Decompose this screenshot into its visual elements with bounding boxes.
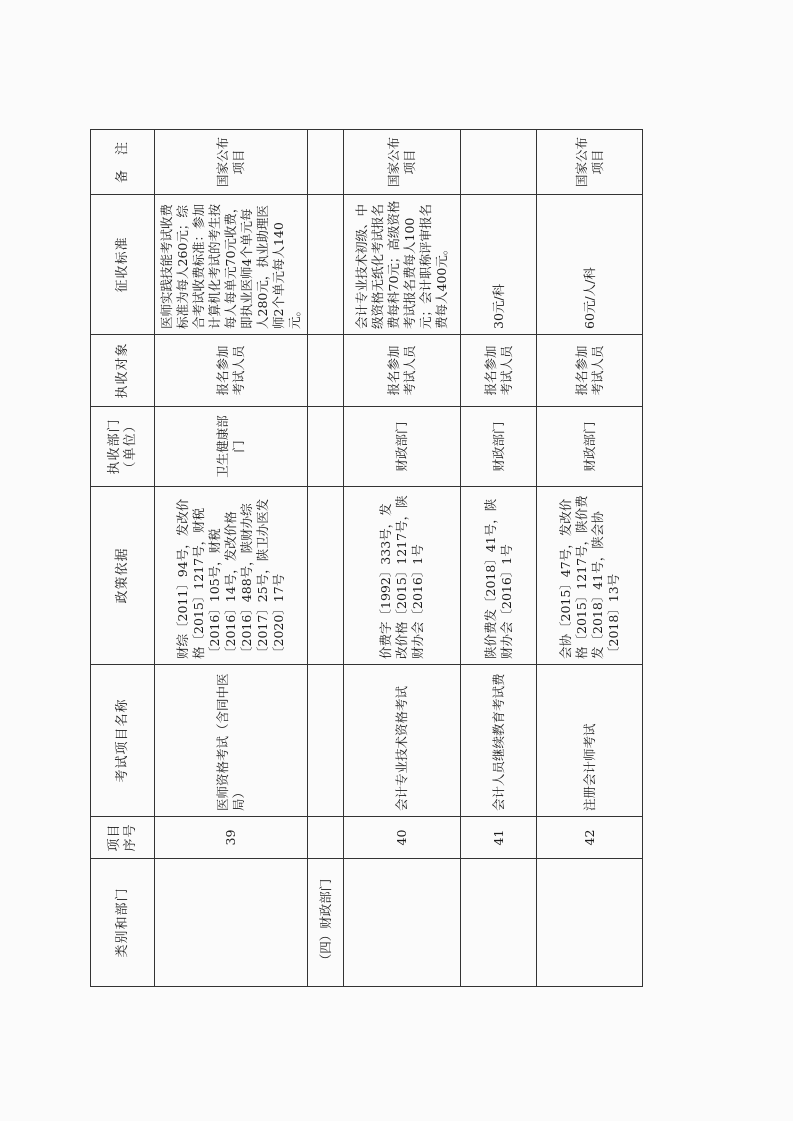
cell-basis: 陕价费发〔2018〕41号，陕财办会〔2016〕1号 [461, 487, 537, 665]
section-row [308, 130, 344, 987]
header-seq: 项目序号 [91, 817, 155, 859]
cell-target [308, 335, 344, 407]
cell-name: 会计人员继续教育考试费 [461, 665, 537, 817]
cell-dept: 财政部门 [537, 407, 643, 487]
cell-name: 注册会计师考试 [537, 665, 643, 817]
cell-standard [308, 195, 344, 335]
header-name: 考试项目名称 [91, 665, 155, 817]
cell-standard: 60元/人/科 [537, 195, 643, 335]
header-target: 执收对象 [91, 335, 155, 407]
cell-basis: 价费字〔1992〕333号，发改价格〔2015〕1217号，陕财办会〔2016〕1号 [344, 487, 461, 665]
cell-target: 报名参加考试人员 [344, 335, 461, 407]
cell-standard: 30元/科 [461, 195, 537, 335]
cell-seq: 39 [155, 817, 308, 859]
cell-dept: 财政部门 [344, 407, 461, 487]
cell-name: 医师资格考试（含同中医局） [155, 665, 308, 817]
cell-remark [308, 130, 344, 195]
cell-dept: 卫生健康部门 [155, 407, 308, 487]
cell-remark: 国家公布项目 [537, 130, 643, 195]
cell-remark: 国家公布项目 [155, 130, 308, 195]
section-label: （四）财政部门 [308, 859, 344, 987]
cell-basis: 财综〔2011〕94号，发改价格〔2015〕1217号，财税〔2016〕105号，财税〔2016〕14号，发改价格〔2016〕488号，陕财办综〔2017〕25号，陕卫办医发〔2020〕17号 [155, 487, 308, 665]
cell-seq [308, 817, 344, 859]
table-row [155, 130, 308, 987]
cell-seq: 40 [344, 817, 461, 859]
cell-seq: 41 [461, 817, 537, 859]
cell-category [344, 859, 461, 987]
cell-remark: 国家公布项目 [344, 130, 461, 195]
header-category: 类别和部门 [91, 859, 155, 987]
table-header-row [91, 130, 155, 987]
table-row [344, 130, 461, 987]
fee-standard-table [90, 129, 643, 987]
cell-dept: 财政部门 [461, 407, 537, 487]
header-dept: 执收部门（单位） [91, 407, 155, 487]
cell-name [308, 665, 344, 817]
table-row [461, 130, 537, 987]
cell-standard: 会计专业技术初级、中级资格无纸化考试报名费每科70元；高级资格考试报名费每人100元；会计职称评审报名费每人400元。 [344, 195, 461, 335]
header-basis: 政策依据 [91, 487, 155, 665]
cell-remark [461, 130, 537, 195]
cell-category [461, 859, 537, 987]
cell-target: 报名参加考试人员 [155, 335, 308, 407]
cell-name: 会计专业技术资格考试 [344, 665, 461, 817]
cell-basis [308, 487, 344, 665]
cell-target: 报名参加考试人员 [537, 335, 643, 407]
cell-seq: 42 [537, 817, 643, 859]
header-remark: 备 注 [91, 130, 155, 195]
cell-category [537, 859, 643, 987]
cell-target: 报名参加考试人员 [461, 335, 537, 407]
cell-dept [308, 407, 344, 487]
header-standard: 征收标准 [91, 195, 155, 335]
cell-standard: 医师实践技能考试收费标准为每人260元；综合考试收费标准：参加计算机化考试的考生按每人每单元70元收费，即执业医师4个单元每人280元，执业助理医师2个单元每人140元。 [155, 195, 308, 335]
table-row [537, 130, 643, 987]
cell-basis: 会协〔2015〕47号，发改价格〔2015〕1217号，陕价费发〔2018〕41号，陕会协〔2018〕13号 [537, 487, 643, 665]
cell-category [155, 859, 308, 987]
